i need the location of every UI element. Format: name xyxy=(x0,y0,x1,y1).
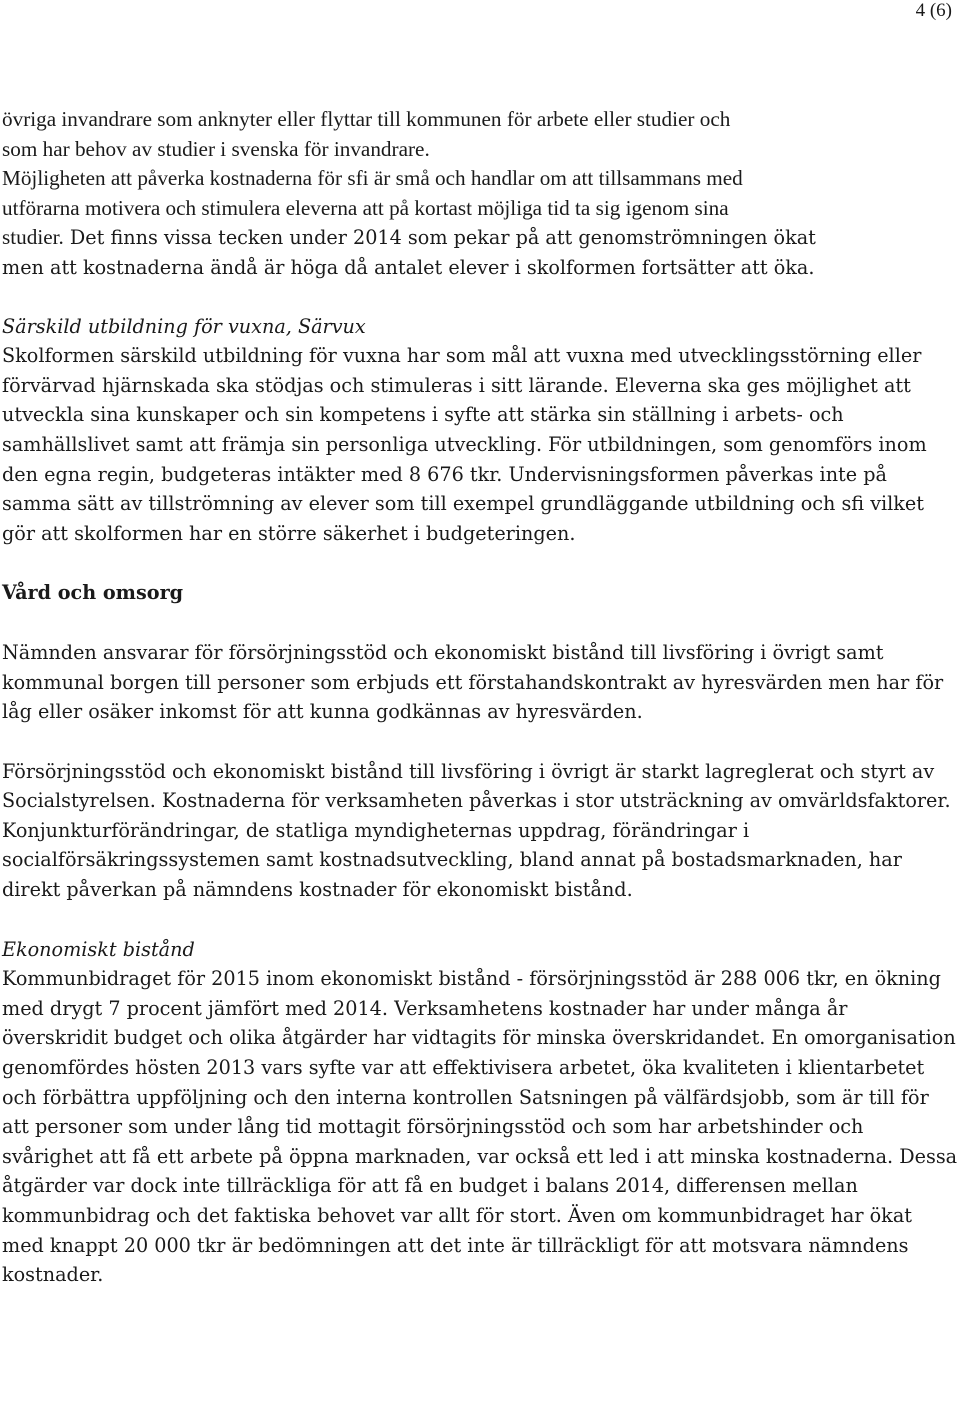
intro-line-start: studier. xyxy=(2,225,64,250)
intro-paragraph xyxy=(2,105,958,283)
intro-line: Möjligheten att påverka kostnaderna för sfi är små och handlar om att tillsammans med xyxy=(2,166,743,191)
intro-line: utförarna motivera och stimulera eleverna att på kortast möjliga tid ta sig igenom sina xyxy=(2,195,729,220)
sarvux-heading: Särskild utbildning för vuxna, Särvux xyxy=(2,314,366,338)
document-body xyxy=(2,105,958,1290)
sarvux-paragraph: Skolformen särskild utbildning för vuxna har som mål att vuxna med utvecklingsstörning eller förvärvad hjärnskada ska stödjas och stimuleras i sitt lärande. Eleverna ska ges möjlighet att utveckla sina kunskaper och sin kompetens i syfte att stärka sin ställning i arbets- och samhällslivet samt att främja sin personliga utveckling. För utbildningen, som genomförs inom den egna regin, budgeteras intäkter med 8 676 tkr. Undervisningsformen påverkas inte på samma sätt av tillströmning av elever som till exempel grundläggande utbildning och sfi vilket gör att skolformen har en större säkerhet i budgeteringen. xyxy=(2,344,927,545)
section-heading-vard-och-omsorg: Vård och omsorg xyxy=(2,581,184,605)
vard-paragraph-1: Nämnden ansvarar för försörjningsstöd och ekonomiskt bistånd till livsföring i övrigt samt kommunal borgen till personer som erbjuds ett förstahandskontrakt av hyresvärden men har för låg eller osäker inkomst för att kunna godkännas av hyresvärden. xyxy=(2,640,944,724)
ekonomiskt-bistand-paragraph: Kommunbidraget för 2015 inom ekonomiskt bistånd - försörjningsstöd är 288 006 tkr, en ökning med drygt 7 procent jämfört med 2014. Verksamhetens kostnader har under många år överskridit budget och olika åtgärder har vidtagits för minska överskridandet. En omorganisation genomfördes hösten 2013 vars syfte var att effektivisera arbetet, öka kvaliteten i klientarbetet och förbättra uppföljning och den interna kontrollen Satsningen på välfärdsjobb, som är till för att personer som under lång tid mottagit försörjningsstöd och som har arbetshinder och svårighet att få ett arbete på öppna marknaden, var också ett led i att minska kostnaderna. Dessa åtgärder var dock inte tillräckliga för att få en budget i balans 2014, differensen mellan kommunbidrag och det faktiska behovet var allt för stort. Även om kommunbidraget har ökat med knappt 20 000 tkr är bedömningen att det inte är tillräckligt för att motsvara nämndens kostnader. xyxy=(2,967,958,1287)
intro-line: övriga invandrare som anknyter eller flyttar till kommunen för arbete eller studier och xyxy=(2,107,731,131)
intro-line: som har behov av studier i svenska för invandrare. xyxy=(2,136,430,161)
intro-line xyxy=(2,223,958,253)
page-number: 4 (6) xyxy=(915,0,952,21)
vard-paragraph-2: Försörjningsstöd och ekonomiskt bistånd till livsföring i övrigt är starkt lagreglerat och styrt av Socialstyrelsen. Kostnaderna för verksamheten påverkas i stor utsträckning av omvärldsfaktorer. Konjunkturförändringar, de statliga myndigheternas uppdrag, förändringar i socialförsäkringssystemen samt kostnadsutveckling, bland annat på bostadsmarknaden, har direkt påverkan på nämndens kostnader för ekonomiskt bistånd. xyxy=(2,759,951,902)
ekonomiskt-bistand-heading: Ekonomiskt bistånd xyxy=(2,937,195,961)
intro-line: men att kostnaderna ändå är höga då antalet elever i skolformen fortsätter att öka. xyxy=(2,255,815,279)
intro-line-rest: Det finns vissa tecken under 2014 som pekar på att genomströmningen ökat xyxy=(63,226,816,250)
